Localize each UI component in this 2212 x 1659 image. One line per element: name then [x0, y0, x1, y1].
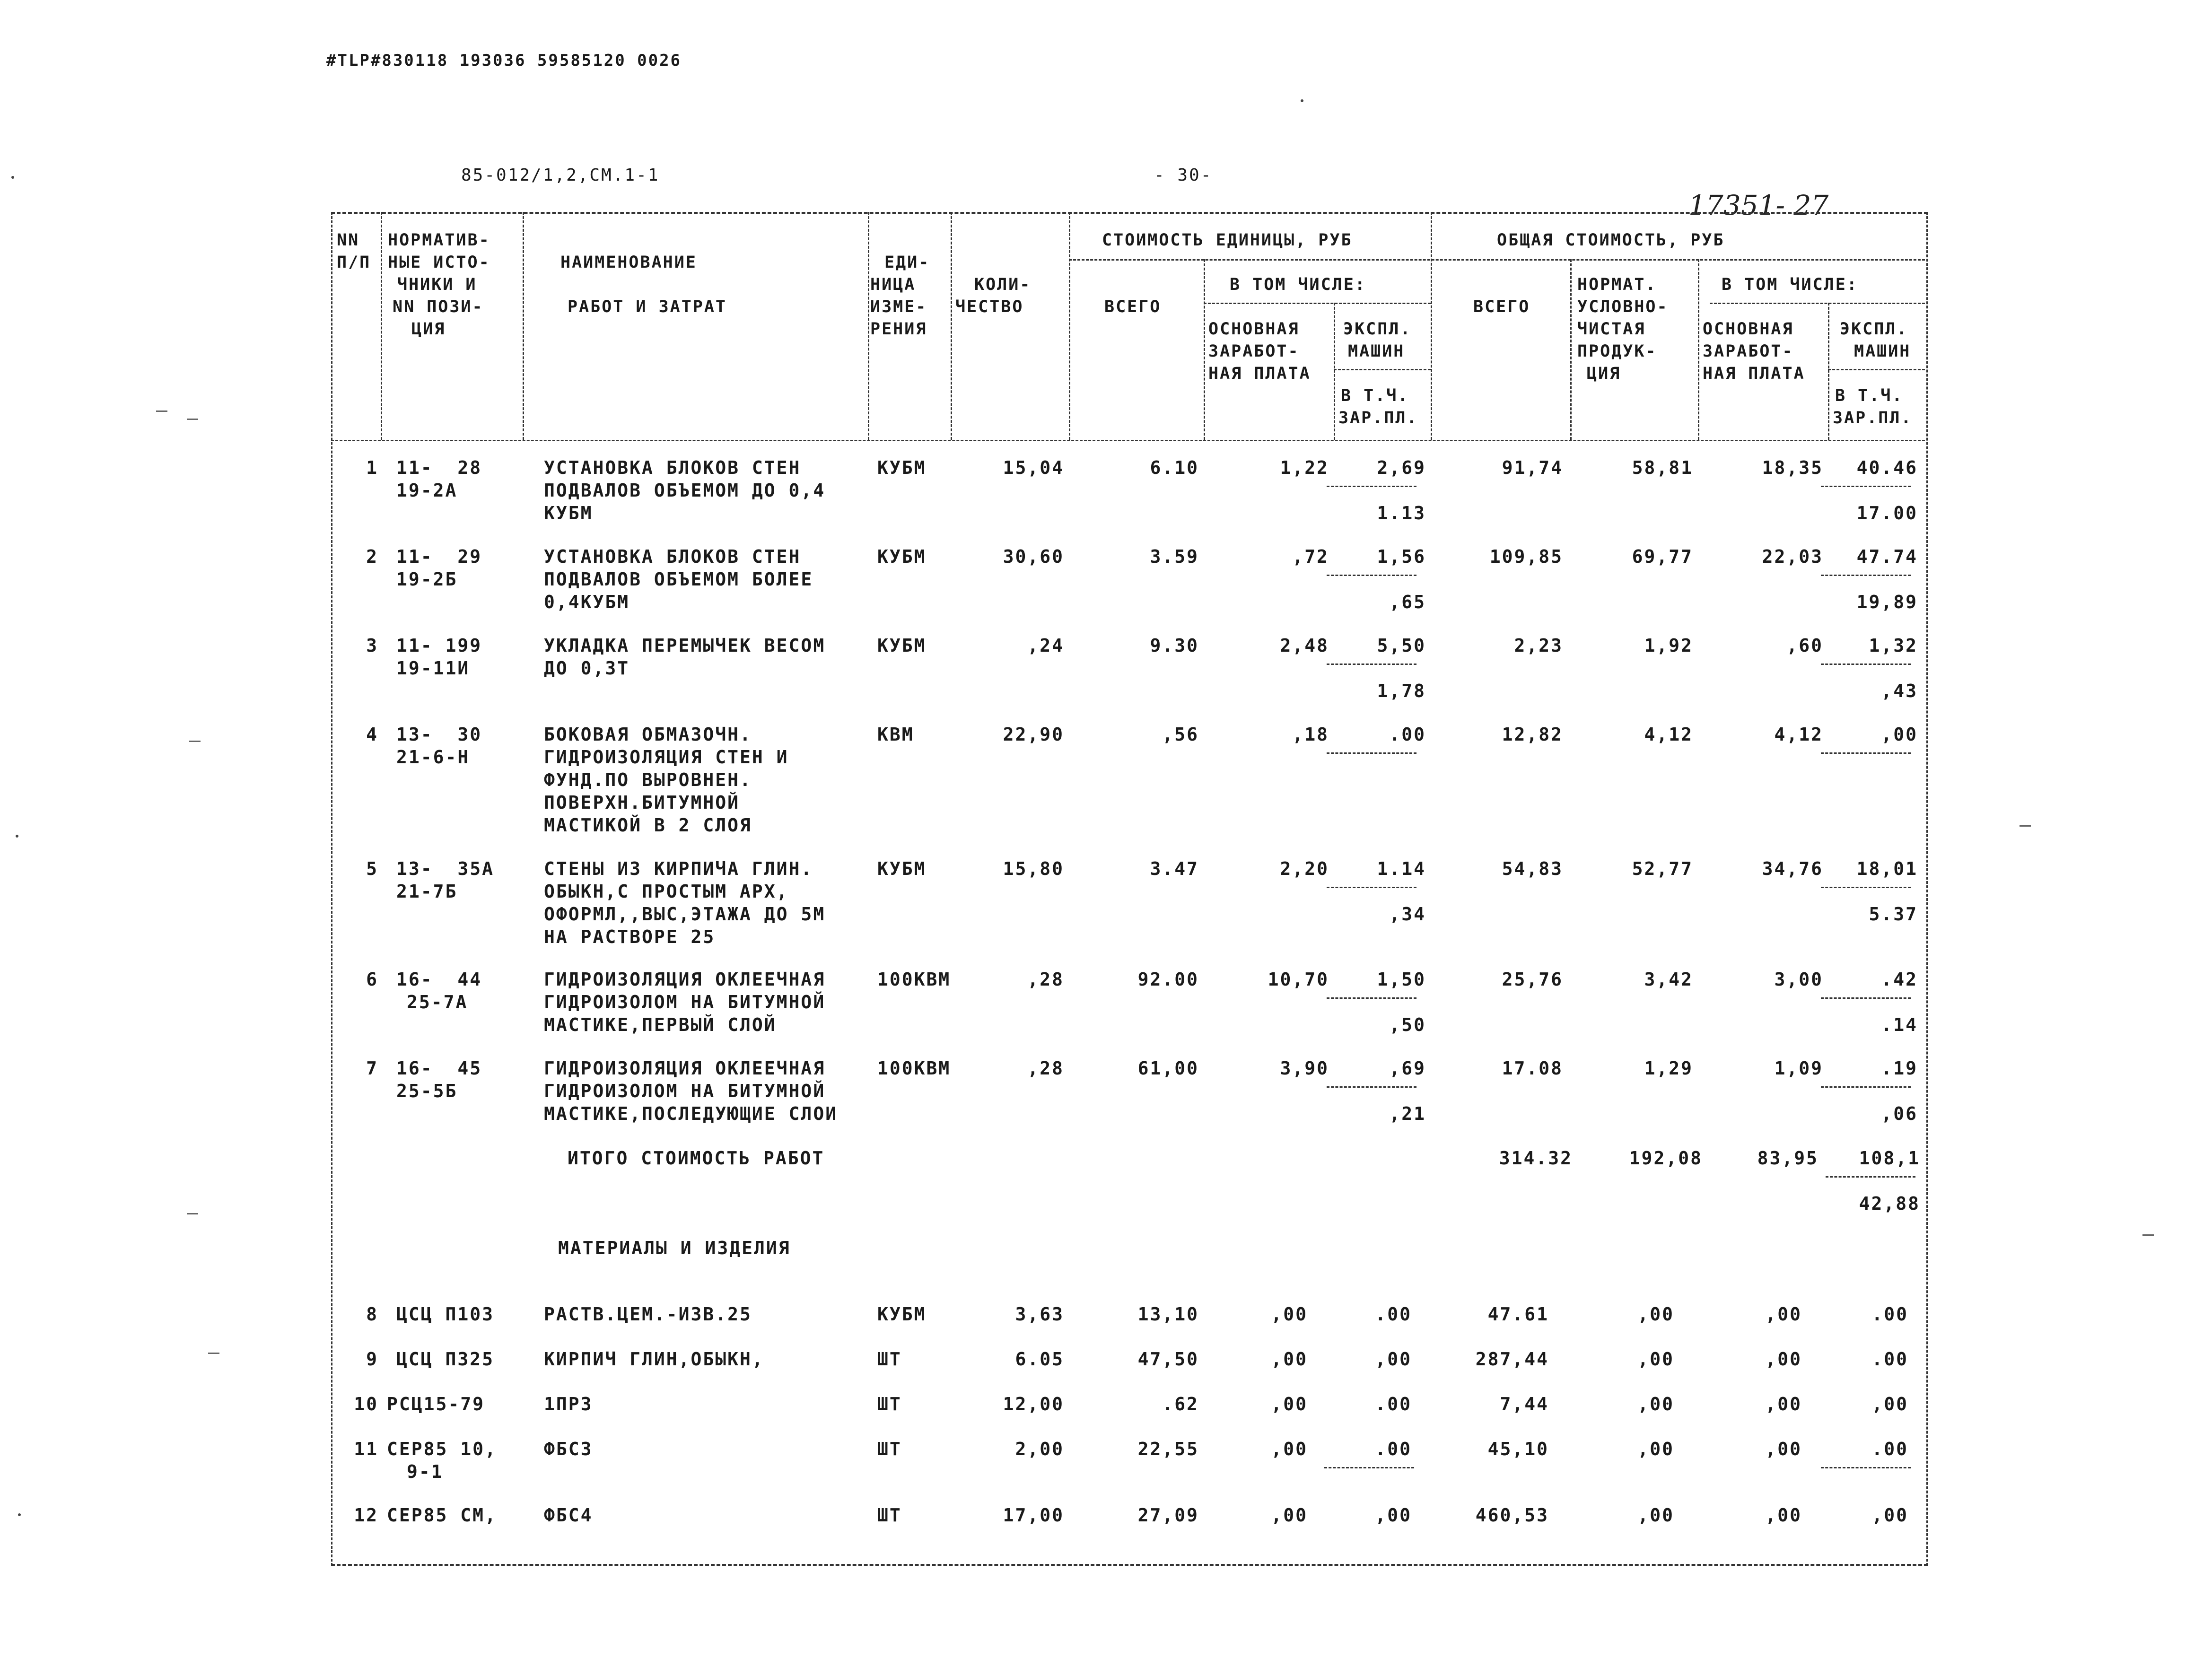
row-unit-total: 3.59	[1150, 546, 1199, 567]
row-total-salary: 1,09	[1774, 1058, 1823, 1079]
row-unit-total: ,56	[1162, 724, 1199, 745]
row-code: 16- 44	[396, 969, 482, 990]
header-unit-1: ЕДИ-	[884, 253, 930, 272]
header-total-zp-3: НАЯ ПЛАТА	[1703, 364, 1805, 383]
subtotal-dash	[1327, 752, 1416, 754]
subtotal-dash	[1821, 664, 1911, 665]
row-unit-machines: 2,69	[1377, 457, 1426, 478]
subtotal-dash	[1821, 486, 1911, 487]
row-total: 54,83	[1502, 858, 1563, 879]
header-total-zp-1: ОСНОВНАЯ	[1703, 320, 1794, 339]
row-code: 19-2Б	[396, 569, 458, 590]
row-total-normat: 69,77	[1632, 546, 1693, 567]
row-name: ГИДРОИЗОЛЯЦИЯ ОКЛЕЕЧНАЯ	[544, 969, 826, 990]
row-unit-machines-salary: ,34	[1389, 904, 1426, 925]
row-unit-machines-salary: 1,78	[1377, 681, 1426, 701]
row-number: 9	[366, 1349, 378, 1370]
row-total-machines-salary: 5.37	[1869, 904, 1918, 925]
row-qty: 15,04	[1003, 457, 1064, 478]
row-qty: 30,60	[1003, 546, 1064, 567]
row-total-salary: 3,00	[1774, 969, 1823, 990]
total-salary: 83,95	[1757, 1148, 1819, 1169]
row-unit-salary: 2,20	[1280, 858, 1329, 879]
row-unit: КУБМ	[877, 457, 927, 478]
header-unit-2: НИЦА	[870, 275, 916, 294]
header-total-vtch-1: В Т.Ч.	[1835, 386, 1904, 405]
row-unit-salary: 1,22	[1280, 457, 1329, 478]
row-qty: 17,00	[1003, 1505, 1064, 1526]
scan-mark	[189, 741, 201, 742]
row-unit-total: 9.30	[1150, 635, 1199, 656]
row-name: 0,4КУБМ	[544, 592, 630, 612]
row-unit-machines-salary: ,21	[1389, 1103, 1426, 1124]
row-code: 13- 35А	[396, 858, 495, 879]
subtotal-dash	[1327, 575, 1416, 576]
row-unit: 100КВМ	[877, 969, 951, 990]
subtotal-dash	[1821, 1467, 1911, 1468]
row-name: УСТАНОВКА БЛОКОВ СТЕН	[544, 457, 801, 478]
total-sum: 314.32	[1499, 1148, 1573, 1169]
header-unit-cost: СТОИМОСТЬ ЕДИНИЦЫ, РУБ	[1102, 231, 1353, 250]
header-norm-3: ЧНИКИ И	[397, 275, 477, 294]
row-number: 6	[366, 969, 378, 990]
header-col-divider	[523, 212, 524, 440]
row-total-machines: ,00	[1871, 1394, 1908, 1415]
row-total: 17.08	[1502, 1058, 1563, 1079]
subtotal-dash	[1327, 664, 1416, 665]
row-total-machines: .19	[1881, 1058, 1918, 1079]
header-col-divider	[1204, 259, 1205, 440]
row-code: 9-1	[407, 1461, 444, 1482]
row-unit: КВМ	[877, 724, 914, 745]
header-col-divider	[1828, 303, 1829, 440]
row-code: 11- 29	[396, 546, 482, 567]
row-code: 16- 45	[396, 1058, 482, 1079]
row-number: 8	[366, 1304, 378, 1325]
row-total-machines-salary: 19,89	[1856, 592, 1918, 612]
row-unit-total: 27,09	[1137, 1505, 1199, 1526]
materials-section-title: МАТЕРИАЛЫ И ИЗДЕЛИЯ	[558, 1238, 791, 1258]
row-qty: 3,63	[1015, 1304, 1064, 1325]
row-total-normat: 1,29	[1644, 1058, 1693, 1079]
row-unit-machines: .00	[1375, 1394, 1412, 1415]
row-total-normat: 4,12	[1644, 724, 1693, 745]
header-total-v-tom: В ТОМ ЧИСЛЕ:	[1722, 275, 1858, 294]
row-name: ПОДВАЛОВ ОБЪЕМОМ БОЛЕЕ	[544, 569, 813, 590]
subtotal-dash	[1821, 575, 1911, 576]
row-total-normat: ,00	[1637, 1349, 1674, 1370]
row-unit-machines-salary: 1.13	[1377, 503, 1426, 524]
row-unit: КУБМ	[877, 635, 927, 656]
header-norm-5: ЦИЯ	[411, 320, 446, 339]
row-unit-salary: ,00	[1271, 1505, 1308, 1526]
header-unit-zp-1: ОСНОВНАЯ	[1208, 320, 1300, 339]
row-name: ОБЫКН,С ПРОСТЫМ АРХ,	[544, 881, 789, 902]
scan-mark	[2020, 825, 2031, 827]
row-name: 1ПР3	[544, 1394, 593, 1415]
scan-mark	[2142, 1234, 2154, 1236]
row-name: ПОВЕРХН.БИТУМНОЙ	[544, 792, 740, 813]
row-total-salary: ,60	[1786, 635, 1823, 656]
row-total-machines: 47.74	[1856, 546, 1918, 567]
row-total-machines: .00	[1871, 1304, 1908, 1325]
row-unit-total: 6.10	[1150, 457, 1199, 478]
row-total-machines-salary: ,43	[1881, 681, 1918, 701]
row-number: 7	[366, 1058, 378, 1079]
row-total: 460,53	[1475, 1505, 1549, 1526]
row-code: 19-2А	[396, 480, 458, 501]
row-unit: ШТ	[877, 1505, 902, 1526]
row-unit: ШТ	[877, 1439, 902, 1459]
row-unit-total: 47,50	[1137, 1349, 1199, 1370]
row-unit-salary: 2,48	[1280, 635, 1329, 656]
row-unit: КУБМ	[877, 546, 927, 567]
row-unit-machines-salary: ,50	[1389, 1014, 1426, 1035]
row-unit: КУБМ	[877, 858, 927, 879]
header-col-divider	[1431, 212, 1432, 440]
row-name: МАСТИКЕ,ПОСЛЕДУЮЩИЕ СЛОИ	[544, 1103, 838, 1124]
row-total-machines: ,00	[1881, 724, 1918, 745]
row-total-machines: ,00	[1871, 1505, 1908, 1526]
header-name-1: НАИМЕНОВАНИЕ	[560, 253, 697, 272]
row-unit: 100КВМ	[877, 1058, 951, 1079]
row-total-normat: ,00	[1637, 1505, 1674, 1526]
row-number: 4	[366, 724, 378, 745]
header-total-vsego: ВСЕГО	[1473, 297, 1530, 316]
row-code: РСЦ15-79	[387, 1394, 485, 1415]
row-total: 109,85	[1489, 546, 1563, 567]
header-unit-em-1: ЭКСПЛ.	[1343, 320, 1412, 339]
scan-mark	[187, 1213, 198, 1214]
row-total-salary: 34,76	[1762, 858, 1823, 879]
row-total: 7,44	[1500, 1394, 1549, 1415]
row-total-machines: .00	[1871, 1439, 1908, 1459]
row-number: 5	[366, 858, 378, 879]
scan-speck	[16, 835, 18, 838]
document-reference: 85-012/1,2,СМ.1-1	[461, 166, 660, 185]
scan-mark	[156, 410, 167, 412]
row-qty: 22,90	[1003, 724, 1064, 745]
subtotal-dash	[1821, 752, 1911, 754]
header-total-em-1: ЭКСПЛ.	[1840, 320, 1908, 339]
row-unit-total: 92.00	[1137, 969, 1199, 990]
header-unit-4: РЕНИЯ	[870, 320, 927, 339]
header-norm-1: НОРМАТИВ-	[388, 231, 490, 250]
subtotal-dash	[1821, 1086, 1911, 1088]
subtotal-dash	[1821, 887, 1911, 888]
row-name: ПОДВАЛОВ ОБЪЕМОМ ДО 0,4	[544, 480, 826, 501]
header-norm-2: НЫЕ ИСТО-	[388, 253, 490, 272]
header-divider	[1334, 369, 1431, 370]
header-unit-em-2: МАШИН	[1348, 342, 1405, 361]
subtotal-dash	[1324, 1467, 1414, 1468]
row-total-salary: ,00	[1765, 1505, 1802, 1526]
row-unit: КУБМ	[877, 1304, 927, 1325]
row-total-machines-salary: ,06	[1881, 1103, 1918, 1124]
row-total-salary: 22,03	[1762, 546, 1823, 567]
row-total-machines-salary: .14	[1881, 1014, 1918, 1035]
row-code: 11- 199	[396, 635, 482, 656]
row-name: КИРПИЧ ГЛИН,ОБЫКН,	[544, 1349, 764, 1370]
row-unit-machines: .00	[1375, 1439, 1412, 1459]
scan-mark	[208, 1353, 219, 1354]
row-unit-salary: 3,90	[1280, 1058, 1329, 1079]
row-total-salary: ,00	[1765, 1439, 1802, 1459]
header-nn: NN	[337, 231, 360, 250]
row-unit-total: 22,55	[1137, 1439, 1199, 1459]
row-name: КУБМ	[544, 503, 593, 524]
row-total-normat: 58,81	[1632, 457, 1693, 478]
row-number: 3	[366, 635, 378, 656]
row-total-salary: ,00	[1765, 1304, 1802, 1325]
row-qty: ,24	[1027, 635, 1064, 656]
row-unit-total: 13,10	[1137, 1304, 1199, 1325]
row-unit-machines: 1,56	[1377, 546, 1426, 567]
row-total: 2,23	[1514, 635, 1563, 656]
row-unit-total: 61,00	[1137, 1058, 1199, 1079]
total-normat: 192,08	[1629, 1148, 1703, 1169]
header-unit-vtch-1: В Т.Ч.	[1341, 386, 1409, 405]
row-code: 13- 30	[396, 724, 482, 745]
row-name: МАСТИКОЙ В 2 СЛОЯ	[544, 815, 752, 836]
row-name: ФБС4	[544, 1505, 593, 1526]
row-unit-machines: 1.14	[1377, 858, 1426, 879]
header-divider	[1828, 369, 1925, 370]
row-total-machines: .42	[1881, 969, 1918, 990]
row-unit-salary: ,18	[1292, 724, 1329, 745]
scan-speck	[1301, 99, 1303, 102]
header-col-divider	[381, 212, 382, 440]
header-col-divider	[1069, 212, 1070, 440]
row-total: 287,44	[1475, 1349, 1549, 1370]
row-total-machines: 18,01	[1856, 858, 1918, 879]
row-code: СЕР85 СМ,	[387, 1505, 497, 1526]
row-name: НА РАСТВОРЕ 25	[544, 926, 716, 947]
row-total-machines: 40.46	[1856, 457, 1918, 478]
row-unit-machines: .00	[1389, 724, 1426, 745]
row-unit-machines: ,00	[1375, 1349, 1412, 1370]
row-code: 21-6-Н	[396, 747, 470, 768]
row-name: ДО 0,3Т	[544, 658, 630, 679]
row-unit-total: .62	[1162, 1394, 1199, 1415]
row-total: 12,82	[1502, 724, 1563, 745]
row-total-normat: 52,77	[1632, 858, 1693, 879]
header-divider	[1710, 303, 1925, 304]
header-col-divider	[1334, 303, 1335, 440]
row-unit: ШТ	[877, 1394, 902, 1415]
scan-mark	[187, 419, 198, 420]
header-unit-vsego: ВСЕГО	[1104, 297, 1162, 316]
row-unit-machines: 5,50	[1377, 635, 1426, 656]
row-total: 25,76	[1502, 969, 1563, 990]
header-divider	[1069, 259, 1925, 261]
row-number: 2	[366, 546, 378, 567]
row-code: 25-7А	[407, 992, 468, 1013]
row-name: МАСТИКЕ,ПЕРВЫЙ СЛОЙ	[544, 1014, 777, 1035]
document-code: #TLP#830118 193036 59585120 0026	[326, 51, 682, 70]
row-total-normat: 3,42	[1644, 969, 1693, 990]
row-code: 21-7Б	[396, 881, 458, 902]
header-col-divider	[951, 212, 952, 440]
header-divider	[1204, 303, 1431, 304]
row-code: 11- 28	[396, 457, 482, 478]
row-qty: 2,00	[1015, 1439, 1064, 1459]
header-bottom-line	[331, 440, 1925, 441]
header-unit-3: ИЗМЕ-	[870, 297, 927, 316]
row-qty: 12,00	[1003, 1394, 1064, 1415]
header-normat-3: ЧИСТАЯ	[1577, 320, 1646, 339]
subtotal-dash	[1327, 887, 1416, 888]
row-qty: 15,80	[1003, 858, 1064, 879]
scan-speck	[11, 176, 14, 179]
row-name: ОФОРМЛ,,ВЫС,ЭТАЖА ДО 5М	[544, 904, 826, 925]
subtotal-dash	[1826, 1176, 1915, 1178]
total-machines: 108,1	[1859, 1148, 1920, 1169]
row-total-salary: 18,35	[1762, 457, 1823, 478]
subtotal-dash	[1327, 997, 1416, 999]
header-normat-4: ПРОДУК-	[1577, 342, 1657, 361]
row-name: ГИДРОИЗОЛЯЦИЯ ОКЛЕЕЧНАЯ	[544, 1058, 826, 1079]
row-code: 25-5Б	[396, 1081, 458, 1101]
row-unit-total: 3.47	[1150, 858, 1199, 879]
scan-speck	[18, 1513, 21, 1516]
row-total-machines-salary: 17.00	[1856, 503, 1918, 524]
header-unit-vtch-2: ЗАР.ПЛ.	[1338, 409, 1418, 428]
row-number: 11	[354, 1439, 378, 1459]
row-unit-machines: 1,50	[1377, 969, 1426, 990]
header-norm-4: NN ПОЗИ-	[393, 297, 484, 316]
row-number: 1	[366, 457, 378, 478]
row-name: ФУНД.ПО ВЫРОВНЕН.	[544, 769, 752, 790]
row-unit-salary: 10,70	[1268, 969, 1329, 990]
row-name: БОКОВАЯ ОБМАЗОЧН.	[544, 724, 752, 745]
row-name: ГИДРОИЗОЛОМ НА БИТУМНОЙ	[544, 1081, 826, 1101]
row-qty: ,28	[1027, 1058, 1064, 1079]
row-unit-machines: ,69	[1389, 1058, 1426, 1079]
header-col-divider	[868, 212, 869, 440]
row-total-normat: ,00	[1637, 1439, 1674, 1459]
header-normat-5: ЦИЯ	[1587, 364, 1621, 383]
header-normat-2: УСЛОВНО-	[1577, 297, 1669, 316]
header-qty-1: КОЛИ-	[974, 275, 1032, 294]
header-col-divider	[1698, 259, 1699, 440]
row-unit: ШТ	[877, 1349, 902, 1370]
header-col-divider	[1570, 259, 1572, 440]
row-total-salary: ,00	[1765, 1349, 1802, 1370]
row-qty: ,28	[1027, 969, 1064, 990]
row-name: ФБС3	[544, 1439, 593, 1459]
row-number: 12	[354, 1505, 378, 1526]
handwritten-note: 17351- 27	[1688, 189, 1829, 221]
row-name: УКЛАДКА ПЕРЕМЫЧЕК ВЕСОМ	[544, 635, 826, 656]
row-code: СЕР85 10,	[387, 1439, 497, 1459]
row-name: УСТАНОВКА БЛОКОВ СТЕН	[544, 546, 801, 567]
total-label: ИТОГО СТОИМОСТЬ РАБОТ	[568, 1148, 825, 1169]
row-unit-salary: ,00	[1271, 1394, 1308, 1415]
header-unit-v-tom: В ТОМ ЧИСЛЕ:	[1230, 275, 1366, 294]
row-name: ГИДРОИЗОЛЯЦИЯ СТЕН И	[544, 747, 789, 768]
row-number: 10	[354, 1394, 378, 1415]
header-unit-zp-2: ЗАРАБОТ-	[1208, 342, 1300, 361]
subtotal-dash	[1327, 1086, 1416, 1088]
row-total-normat: 1,92	[1644, 635, 1693, 656]
row-name: ГИДРОИЗОЛОМ НА БИТУМНОЙ	[544, 992, 826, 1013]
total-machines-salary: 42,88	[1859, 1193, 1920, 1214]
page-number: - 30-	[1154, 166, 1213, 185]
row-total: 47.61	[1487, 1304, 1549, 1325]
row-total: 45,10	[1487, 1439, 1549, 1459]
row-total-salary: ,00	[1765, 1394, 1802, 1415]
subtotal-dash	[1821, 997, 1911, 999]
row-unit-machines: .00	[1375, 1304, 1412, 1325]
row-total-salary: 4,12	[1774, 724, 1823, 745]
row-unit-salary: ,72	[1292, 546, 1329, 567]
header-normat-1: НОРМАТ.	[1577, 275, 1657, 294]
row-total: 91,74	[1502, 457, 1563, 478]
header-total-cost: ОБЩАЯ СТОИМОСТЬ, РУБ	[1497, 231, 1725, 250]
row-total-machines: 1,32	[1869, 635, 1918, 656]
row-name: СТЕНЫ ИЗ КИРПИЧА ГЛИН.	[544, 858, 813, 879]
row-unit-salary: ,00	[1271, 1349, 1308, 1370]
header-pp: П/П	[337, 253, 371, 272]
subtotal-dash	[1327, 486, 1416, 487]
header-unit-zp-3: НАЯ ПЛАТА	[1208, 364, 1311, 383]
row-unit-salary: ,00	[1271, 1439, 1308, 1459]
row-name: РАСТВ.ЦЕМ.-ИЗВ.25	[544, 1304, 752, 1325]
row-code: 19-11И	[396, 658, 470, 679]
row-total-normat: ,00	[1637, 1394, 1674, 1415]
row-unit-machines: ,00	[1375, 1505, 1412, 1526]
row-code: ЦСЦ П103	[396, 1304, 495, 1325]
row-unit-machines-salary: ,65	[1389, 592, 1426, 612]
header-name-2: РАБОТ И ЗАТРАТ	[568, 297, 727, 316]
header-total-vtch-2: ЗАР.ПЛ.	[1833, 409, 1913, 428]
header-total-em-2: МАШИН	[1854, 342, 1911, 361]
row-code: ЦСЦ П325	[396, 1349, 495, 1370]
row-total-machines: .00	[1871, 1349, 1908, 1370]
header-qty-2: ЧЕСТВО	[955, 297, 1024, 316]
row-total-normat: ,00	[1637, 1304, 1674, 1325]
row-unit-salary: ,00	[1271, 1304, 1308, 1325]
header-total-zp-2: ЗАРАБОТ-	[1703, 342, 1794, 361]
row-qty: 6.05	[1015, 1349, 1064, 1370]
